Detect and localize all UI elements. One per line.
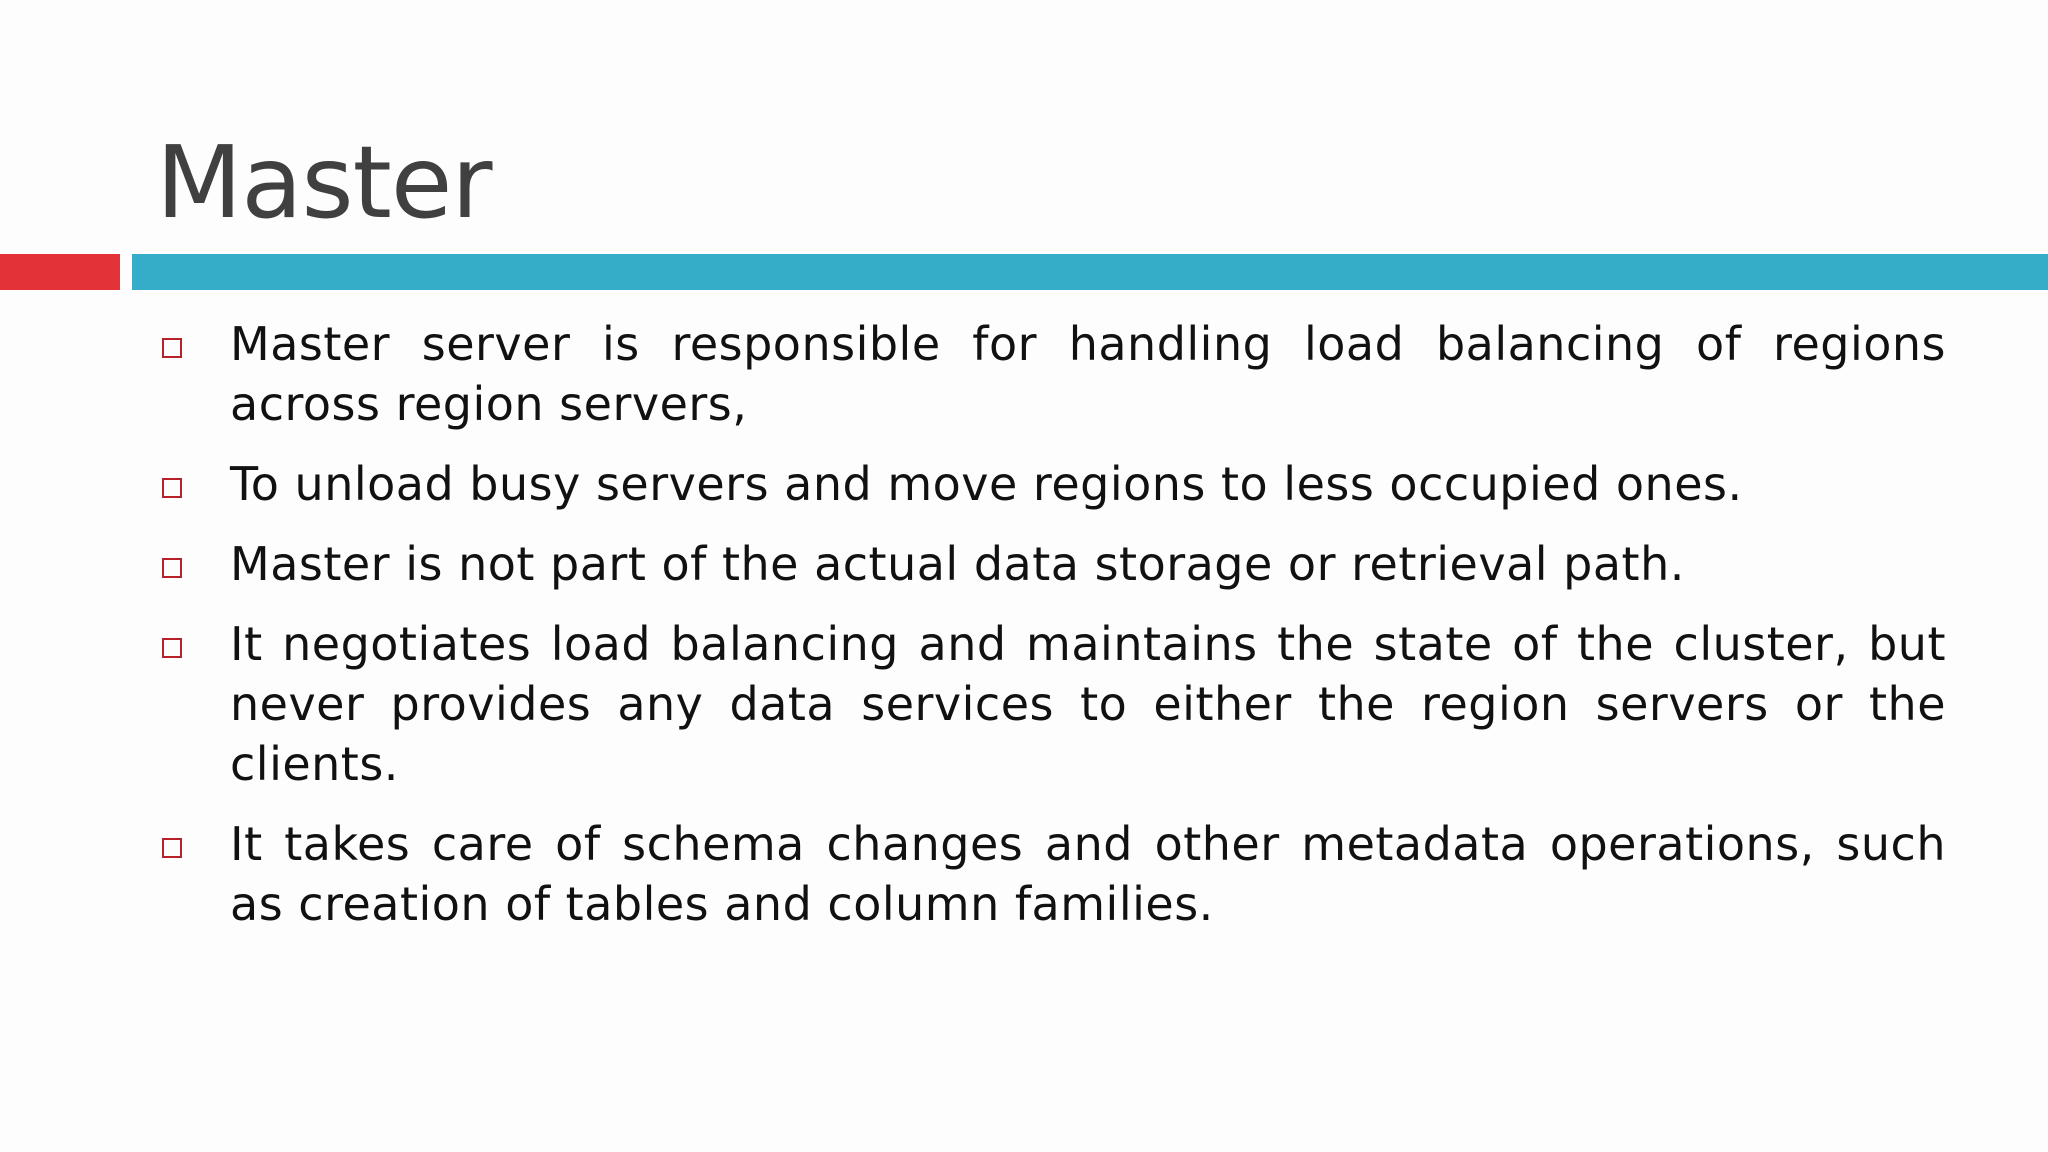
bullet-text: It takes care of schema changes and other metadata operations, such as creation of tables and column families. (230, 817, 1946, 931)
square-bullet-icon (162, 338, 182, 358)
bullet-item (160, 454, 1946, 514)
bullet-item (160, 814, 1946, 934)
bullet-item (160, 314, 1946, 434)
square-bullet-icon (162, 558, 182, 578)
bullet-item (160, 534, 1946, 594)
bullet-text: It negotiates load balancing and maintains the state of the cluster, but never provides any data services to either the region servers or the clients. (230, 617, 1946, 791)
bullet-list (160, 314, 1946, 954)
bullet-text: Master server is responsible for handling load balancing of regions across region servers, (230, 317, 1946, 431)
square-bullet-icon (162, 838, 182, 858)
bullet-item (160, 614, 1946, 794)
slide-title: Master (156, 124, 492, 241)
square-bullet-icon (162, 638, 182, 658)
square-bullet-icon (162, 478, 182, 498)
title-accent-bar-red (0, 254, 120, 290)
bullet-text: Master is not part of the actual data storage or retrieval path. (230, 537, 1685, 591)
bullet-text: To unload busy servers and move regions to less occupied ones. (230, 457, 1743, 511)
title-accent-bar-blue (132, 254, 2048, 290)
